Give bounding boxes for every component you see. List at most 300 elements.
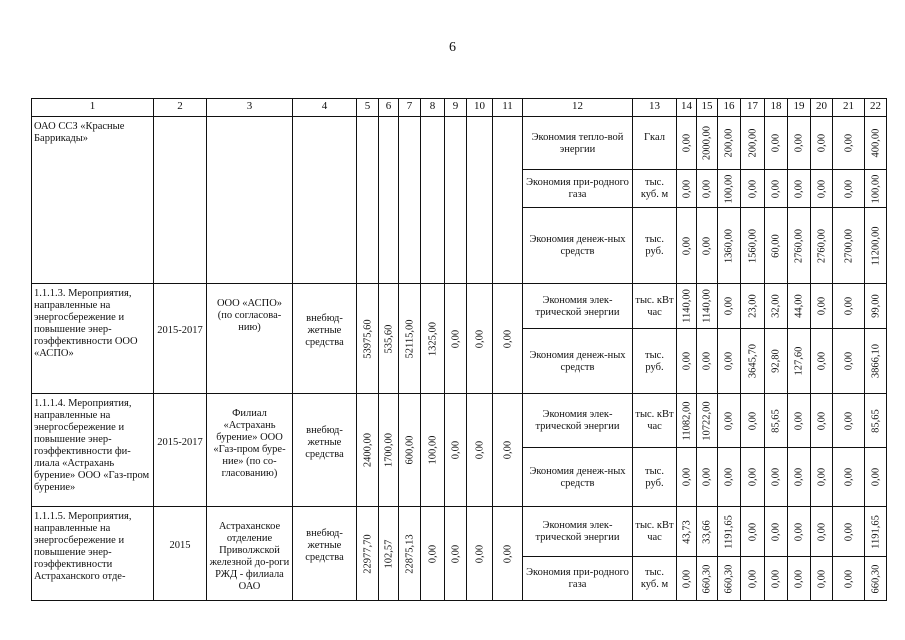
cell-rotate-wrap	[865, 394, 886, 447]
cell-rotate-wrap	[493, 284, 522, 393]
indicator-unit-text: тыс. кВт час	[635, 520, 674, 543]
indicator-value-text: 2760,00	[816, 228, 827, 263]
indicator-value-text: 0,00	[701, 467, 713, 487]
executor	[206, 283, 293, 394]
indicator-name	[522, 169, 633, 208]
cell-rotate-wrap	[788, 170, 810, 207]
indicator-value-text: 0,00	[747, 179, 758, 198]
indicator-value-text: 32,00	[770, 294, 782, 318]
indicator-value	[832, 328, 865, 394]
cell-rotate-wrap	[718, 117, 740, 169]
indicator-unit	[632, 393, 677, 448]
header-cell-text: 18	[770, 100, 782, 112]
cell-rotate-wrap	[811, 394, 832, 447]
indicator-value-text: 0,00	[723, 411, 735, 430]
header-cell	[153, 98, 207, 117]
indicator-value	[676, 393, 697, 448]
cell-rotate-wrap	[765, 507, 787, 556]
funding-amount	[492, 116, 523, 284]
indicator-unit	[632, 506, 677, 557]
indicator-value-text: 0,00	[843, 296, 854, 316]
header-cell	[356, 98, 379, 117]
cell-rotate-wrap	[718, 170, 740, 207]
funding-amount	[466, 506, 493, 601]
indicator-value-text: 0,00	[770, 522, 782, 541]
funding-source	[292, 393, 357, 507]
cell-rotate-wrap	[811, 284, 832, 328]
funding-amount	[378, 393, 399, 507]
event-name	[31, 283, 154, 394]
indicator-value-text: 0,00	[843, 411, 854, 430]
indicator-value	[740, 393, 765, 448]
cell-rotate-wrap	[399, 117, 420, 283]
cell-rotate-wrap	[357, 507, 378, 600]
indicator-value-text: 100,00	[870, 174, 881, 203]
cell-rotate-wrap	[865, 170, 886, 207]
funding-amount-text: 0,00	[450, 440, 461, 460]
funding-amount-text: 100,00	[427, 435, 438, 465]
indicator-value-text: 0,00	[816, 296, 827, 316]
indicator-name-text: Экономия при-родного газа	[526, 177, 629, 200]
cell-rotate-wrap	[718, 507, 740, 556]
cell-rotate-wrap	[811, 329, 832, 393]
header-cell-text: 12	[572, 100, 583, 112]
cell-rotate-wrap	[765, 557, 787, 600]
indicator-value	[787, 506, 811, 557]
indicator-value	[810, 207, 833, 284]
indicator-value-text: 2700,00	[843, 228, 854, 263]
indicator-value-text: 33,66	[701, 519, 713, 544]
indicator-value-text: 660,30	[701, 564, 713, 593]
indicator-value-text: 0,00	[747, 467, 758, 487]
cell-rotate-wrap	[379, 394, 398, 506]
indicator-value	[787, 447, 811, 507]
indicator-value	[810, 447, 833, 507]
funding-amount	[492, 393, 523, 507]
cell-rotate-wrap	[865, 329, 886, 393]
cell-rotate-wrap	[833, 507, 864, 556]
cell-rotate-wrap	[445, 117, 466, 283]
indicator-value	[810, 283, 833, 329]
cell-rotate-wrap	[718, 329, 740, 393]
cell-rotate-wrap	[865, 208, 886, 283]
indicator-unit	[632, 283, 677, 329]
cell-rotate-wrap	[697, 394, 717, 447]
header-cell	[292, 98, 357, 117]
indicator-value-text: 660,30	[870, 564, 881, 593]
indicator-value-text: 0,00	[816, 351, 827, 371]
indicator-value	[810, 506, 833, 557]
funding-source	[292, 283, 357, 394]
funding-amount-text: 535,60	[383, 324, 394, 353]
cell-rotate-wrap	[811, 117, 832, 169]
indicator-value	[696, 393, 718, 448]
indicator-value-text: 0,00	[843, 351, 854, 371]
indicator-value	[787, 283, 811, 329]
header-cell	[632, 98, 677, 117]
cell-rotate-wrap	[697, 170, 717, 207]
indicator-value-text: 1191,65	[870, 514, 881, 549]
funding-amount-text: 0,00	[450, 329, 461, 348]
funding-source	[292, 116, 357, 284]
indicator-value-text: 127,60	[793, 346, 805, 376]
header-cell-text: 7	[406, 100, 413, 112]
indicator-value	[696, 207, 718, 284]
header-cell-text: 20	[816, 100, 827, 112]
cell-rotate-wrap	[677, 557, 696, 600]
cell-rotate-wrap	[379, 507, 398, 600]
funding-amount-text: 0,00	[502, 329, 513, 348]
indicator-value	[832, 393, 865, 448]
indicator-value	[864, 447, 887, 507]
header-cell-text: 10	[474, 100, 485, 112]
cell-rotate-wrap	[677, 394, 696, 447]
cell-rotate-wrap	[697, 557, 717, 600]
funding-amount-text: 0,00	[502, 440, 513, 460]
indicator-value-text: 0,00	[793, 522, 805, 541]
indicator-value-text: 0,00	[843, 569, 854, 588]
indicator-value	[832, 116, 865, 170]
indicator-name-text: Экономия денеж-ных средств	[529, 234, 626, 257]
indicator-name-text: Экономия тепло-вой энергии	[531, 131, 624, 155]
header-cell	[492, 98, 523, 117]
indicator-value	[810, 169, 833, 208]
indicator-value	[676, 556, 697, 601]
funding-amount-text: 600,00	[404, 435, 415, 465]
cell-rotate-wrap	[697, 208, 717, 283]
cell-rotate-wrap	[677, 448, 696, 506]
indicator-unit-text: тыс. кВт час	[635, 294, 674, 318]
period-text: 2015-2017	[157, 325, 203, 336]
cell-rotate-wrap	[697, 117, 717, 169]
funding-amount-text: 0,00	[450, 544, 461, 563]
cell-rotate-wrap	[445, 394, 466, 506]
cell-rotate-wrap	[833, 394, 864, 447]
indicator-value	[740, 169, 765, 208]
indicator-value	[787, 169, 811, 208]
indicator-value	[717, 207, 741, 284]
event-name-text: 1.1.1.3. Мероприятия, направленные на энергосбережение и повышение энер-гоэффективности ООО «АСПО»	[34, 288, 138, 359]
cell-rotate-wrap	[765, 329, 787, 393]
funding-amount	[420, 506, 445, 601]
indicator-value-text: 0,00	[793, 411, 805, 430]
indicator-value-text: 85,65	[870, 408, 881, 433]
indicator-value	[764, 207, 788, 284]
header-cell	[787, 98, 811, 117]
indicator-value	[787, 393, 811, 448]
funding-source-text: внебюд-жетные средства	[305, 528, 344, 563]
indicator-value-text: 200,00	[747, 128, 758, 158]
indicator-value	[676, 207, 697, 284]
header-cell	[466, 98, 493, 117]
cell-rotate-wrap	[811, 208, 832, 283]
indicator-value-text: 44,00	[793, 294, 805, 318]
period-text: 2015-2017	[157, 436, 203, 448]
cell-rotate-wrap	[493, 117, 522, 283]
event-name-text: ОАО ССЗ «Красные Баррикады»	[34, 121, 125, 144]
indicator-value	[764, 556, 788, 601]
indicator-value-text: 0,00	[747, 411, 758, 430]
cell-rotate-wrap	[788, 284, 810, 328]
indicator-value	[717, 393, 741, 448]
cell-rotate-wrap	[833, 208, 864, 283]
period	[153, 283, 207, 394]
period	[153, 506, 207, 601]
cell-rotate-wrap	[833, 284, 864, 328]
indicator-value-text: 0,00	[843, 133, 854, 153]
cell-rotate-wrap	[718, 448, 740, 506]
indicator-name	[522, 283, 633, 329]
indicator-name	[522, 328, 633, 394]
cell-rotate-wrap	[467, 507, 492, 600]
funding-amount	[356, 506, 379, 601]
funding-amount-text: 102,57	[383, 539, 394, 568]
funding-amount	[398, 393, 421, 507]
header-cell-text: 6	[385, 100, 392, 112]
indicator-value-text: 1560,00	[747, 228, 758, 263]
indicator-value	[717, 328, 741, 394]
header-cell	[810, 98, 833, 117]
cell-rotate-wrap	[357, 394, 378, 506]
funding-amount	[398, 283, 421, 394]
funding-amount-text: 2400,00	[362, 432, 373, 468]
cell-rotate-wrap	[718, 284, 740, 328]
cell-rotate-wrap	[718, 557, 740, 600]
cell-rotate-wrap	[421, 394, 444, 506]
indicator-value-text: 43,73	[681, 519, 692, 544]
cell-rotate-wrap	[493, 394, 522, 506]
indicator-value-text: 11082,00	[681, 401, 692, 440]
funding-amount	[444, 116, 467, 284]
indicator-unit-text: тыс. руб.	[645, 465, 664, 489]
funding-amount	[444, 393, 467, 507]
event-name	[31, 393, 154, 507]
indicator-value	[764, 328, 788, 394]
indicator-value-text: 1191,65	[723, 514, 735, 549]
cell-rotate-wrap	[765, 284, 787, 328]
indicator-value	[676, 506, 697, 557]
indicator-value-text: 11200,00	[870, 226, 881, 265]
indicator-value	[764, 393, 788, 448]
cell-rotate-wrap	[677, 329, 696, 393]
header-cell	[398, 98, 421, 117]
indicator-value-text: 0,00	[793, 467, 805, 487]
header-cell	[696, 98, 718, 117]
indicator-unit-text: тыс. руб.	[645, 234, 664, 257]
indicator-value-text: 0,00	[723, 467, 735, 487]
cell-rotate-wrap	[697, 507, 717, 556]
indicator-value	[696, 169, 718, 208]
indicator-value	[787, 328, 811, 394]
indicator-value	[864, 506, 887, 557]
indicator-value	[717, 556, 741, 601]
indicator-value	[832, 207, 865, 284]
cell-rotate-wrap	[765, 208, 787, 283]
header-cell-text: 11	[502, 100, 513, 112]
header-cell	[206, 98, 293, 117]
cell-rotate-wrap	[445, 507, 466, 600]
cell-rotate-wrap	[399, 394, 420, 506]
funding-amount-text: 1325,00	[427, 321, 438, 356]
indicator-unit	[632, 447, 677, 507]
cell-rotate-wrap	[697, 329, 717, 393]
funding-amount-text: 22977,70	[362, 533, 373, 574]
header-cell	[31, 98, 154, 117]
indicator-value	[740, 556, 765, 601]
cell-rotate-wrap	[741, 117, 764, 169]
indicator-value	[764, 283, 788, 329]
cell-rotate-wrap	[697, 448, 717, 506]
indicator-value	[764, 506, 788, 557]
indicator-unit	[632, 169, 677, 208]
cell-rotate-wrap	[421, 507, 444, 600]
indicator-value-text: 0,00	[816, 133, 827, 153]
funding-amount-text: 0,00	[474, 329, 485, 348]
indicator-value-text: 0,00	[816, 179, 827, 198]
funding-amount	[492, 283, 523, 394]
funding-amount	[444, 506, 467, 601]
cell-rotate-wrap	[467, 284, 492, 393]
indicator-value	[810, 116, 833, 170]
indicator-value	[764, 169, 788, 208]
cell-rotate-wrap	[765, 394, 787, 447]
funding-amount	[466, 283, 493, 394]
header-cell	[378, 98, 399, 117]
cell-rotate-wrap	[399, 284, 420, 393]
funding-amount	[356, 116, 379, 284]
indicator-value-text: 60,00	[770, 233, 782, 258]
cell-rotate-wrap	[677, 507, 696, 556]
cell-rotate-wrap	[788, 557, 810, 600]
indicator-value	[696, 283, 718, 329]
cell-rotate-wrap	[741, 507, 764, 556]
funding-amount	[420, 116, 445, 284]
cell-rotate-wrap	[445, 284, 466, 393]
funding-amount-text: 0,00	[427, 544, 438, 563]
indicator-value	[864, 169, 887, 208]
indicator-value-text: 0,00	[701, 179, 713, 198]
header-cell-text: 19	[793, 100, 805, 112]
indicator-value-text: 23,00	[747, 294, 758, 318]
funding-amount	[420, 393, 445, 507]
indicator-value	[740, 207, 765, 284]
funding-amount	[420, 283, 445, 394]
cell-rotate-wrap	[718, 394, 740, 447]
cell-rotate-wrap	[833, 170, 864, 207]
indicator-value-text: 0,00	[701, 351, 713, 371]
indicator-name	[522, 506, 633, 557]
period-text: 2015	[169, 540, 191, 551]
header-cell	[740, 98, 765, 117]
cell-rotate-wrap	[357, 117, 378, 283]
cell-rotate-wrap	[741, 284, 764, 328]
indicator-value	[832, 169, 865, 208]
header-cell	[676, 98, 697, 117]
indicator-name-text: Экономия элек-трической энергии	[535, 294, 620, 318]
indicator-value-text: 0,00	[843, 179, 854, 198]
indicator-value-text: 0,00	[843, 467, 854, 487]
cell-rotate-wrap	[865, 448, 886, 506]
cell-rotate-wrap	[765, 448, 787, 506]
executor	[206, 393, 293, 507]
cell-rotate-wrap	[677, 284, 696, 328]
cell-rotate-wrap	[788, 117, 810, 169]
event-name-text: 1.1.1.5. Мероприятия, направленные на энергосбережение и повышение энер-гоэффективности Астраханского отде-	[34, 511, 132, 582]
period	[153, 393, 207, 507]
cell-rotate-wrap	[788, 208, 810, 283]
indicator-value	[832, 506, 865, 557]
funding-amount	[398, 116, 421, 284]
indicator-value	[717, 169, 741, 208]
indicator-value-text: 0,00	[681, 179, 692, 198]
header-cell-text: 13	[649, 100, 660, 112]
indicator-value	[864, 393, 887, 448]
cell-rotate-wrap	[421, 117, 444, 283]
cell-rotate-wrap	[379, 117, 398, 283]
indicator-value	[676, 328, 697, 394]
indicator-value-text: 3866,10	[870, 343, 881, 379]
indicator-value-text: 2760,00	[793, 228, 805, 263]
event-name	[31, 506, 154, 601]
header-cell	[717, 98, 741, 117]
indicator-value-text: 0,00	[747, 569, 758, 588]
indicator-value	[696, 506, 718, 557]
header-cell	[832, 98, 865, 117]
event-name	[31, 116, 154, 284]
indicator-value-text: 0,00	[816, 467, 827, 487]
header-cell-text: 9	[452, 100, 459, 112]
indicator-unit	[632, 328, 677, 394]
indicator-value	[864, 328, 887, 394]
cell-rotate-wrap	[741, 170, 764, 207]
indicator-value	[717, 506, 741, 557]
indicator-value-text: 0,00	[723, 351, 735, 371]
indicator-value-text: 0,00	[793, 133, 805, 153]
cell-rotate-wrap	[833, 557, 864, 600]
funding-amount	[466, 393, 493, 507]
indicator-value	[717, 116, 741, 170]
indicator-unit	[632, 556, 677, 601]
funding-amount	[378, 283, 399, 394]
indicator-unit	[632, 207, 677, 284]
indicator-value	[717, 283, 741, 329]
indicator-value	[832, 283, 865, 329]
indicator-value-text: 0,00	[870, 467, 881, 487]
executor-text: Астраханское отделение Приволжской железной до-роги РЖД - филиала ОАО	[209, 521, 290, 592]
cell-rotate-wrap	[467, 394, 492, 506]
cell-rotate-wrap	[379, 284, 398, 393]
indicator-value	[676, 283, 697, 329]
cell-rotate-wrap	[765, 117, 787, 169]
indicator-value-text: 0,00	[681, 236, 692, 255]
indicator-name	[522, 393, 633, 448]
cell-rotate-wrap	[677, 117, 696, 169]
indicator-value	[864, 116, 887, 170]
page-number: 6	[449, 40, 456, 55]
indicator-value-text: 2000,00	[701, 125, 713, 161]
funding-amount	[466, 116, 493, 284]
indicator-value	[696, 556, 718, 601]
executor	[206, 506, 293, 601]
funding-amount-text: 53975,60	[362, 318, 373, 359]
indicator-value	[740, 506, 765, 557]
indicator-value-text: 200,00	[723, 128, 735, 158]
cell-rotate-wrap	[741, 329, 764, 393]
indicator-value-text: 0,00	[747, 522, 758, 541]
executor	[206, 116, 293, 284]
indicator-value-text: 0,00	[681, 133, 692, 153]
cell-rotate-wrap	[833, 329, 864, 393]
